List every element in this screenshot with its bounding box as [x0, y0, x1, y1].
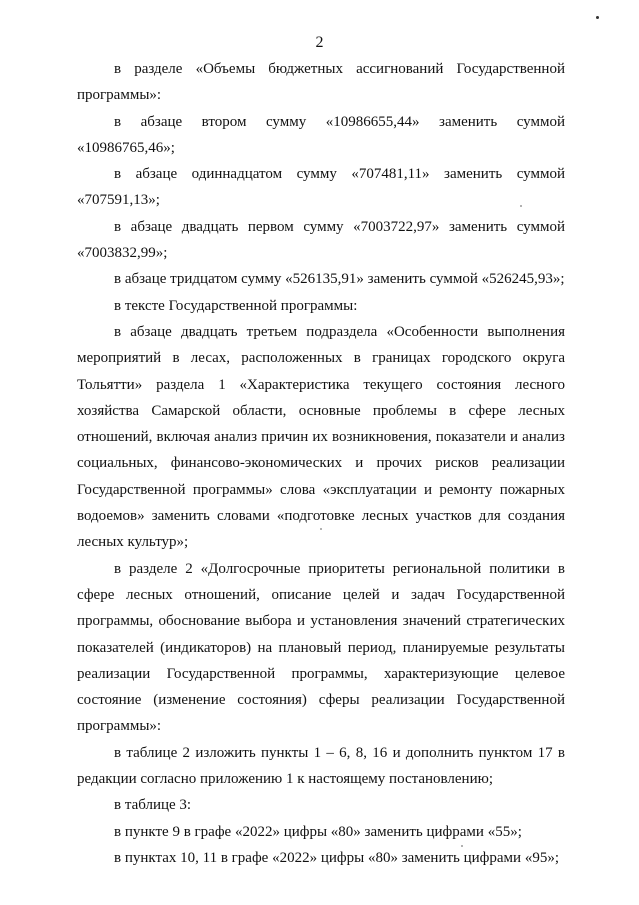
- paragraph: в абзаце двадцать первом сумму «7003722,97» заменить суммой «7003832,99»;: [77, 218, 565, 262]
- paragraph: в пункте 9 в графе «2022» цифры «80» заменить цифрами «55»;: [114, 823, 522, 840]
- scan-speck: [520, 205, 522, 207]
- paragraph: в пунктах 10, 11 в графе «2022» цифры «80» заменить цифрами «95»;: [114, 849, 559, 866]
- scan-speck: [320, 528, 322, 530]
- paragraph: в разделе «Объемы бюджетных ассигнований Государственной программы»:: [77, 61, 565, 104]
- scan-speck: [461, 845, 463, 847]
- paragraph: в таблице 2 изложить пункты 1 – 6, 8, 16 и дополнить пунктом 17 в редакции согласно приложению 1 к настоящему постановлению;: [77, 744, 565, 788]
- scan-speck: [596, 16, 599, 19]
- document-body: [77, 56, 565, 871]
- paragraph: в тексте Государственной программы:: [114, 297, 358, 314]
- paragraph: в абзаце одиннадцатом сумму «707481,11» заменить суммой «707591,13»;: [77, 166, 565, 209]
- paragraph: в разделе 2 «Долгосрочные приоритеты региональной политики в сфере лесных отношений, описание целей и задач Государственной программы, обоснование выбора и установления значений стратегических показателей (индикаторов) на плановый период, планируемые результаты реализации Государственной программы, характеризующие целевое состояние (изменение состояния) сферы реализации Государственной программы»:: [77, 560, 565, 735]
- paragraph: в абзаце двадцать третьем подраздела «Особенности выполнения мероприятий в лесах, расположенных в границах городского округа Тольятти» раздела 1 «Характеристика текущего состояния лесного хозяйства Самарской области, основные проблемы в сфере лесных отношений, включая анализ причин их возникновения, показатели и анализ социальных, финансово-экономических и прочих рисков реализации Государственной программы» слова «эксплуатации и ремонту пожарных водоемов» заменить словами «подготовке лесных участков для создания лесных культур»;: [77, 323, 565, 551]
- page-number: 2: [315, 34, 324, 51]
- paragraph: в абзаце тридцатом сумму «526135,91» заменить суммой «526245,93»;: [114, 271, 565, 288]
- paragraph: в абзаце втором сумму «10986655,44» заменить суммой «10986765,46»;: [77, 113, 565, 156]
- paragraph: в таблице 3:: [114, 797, 192, 814]
